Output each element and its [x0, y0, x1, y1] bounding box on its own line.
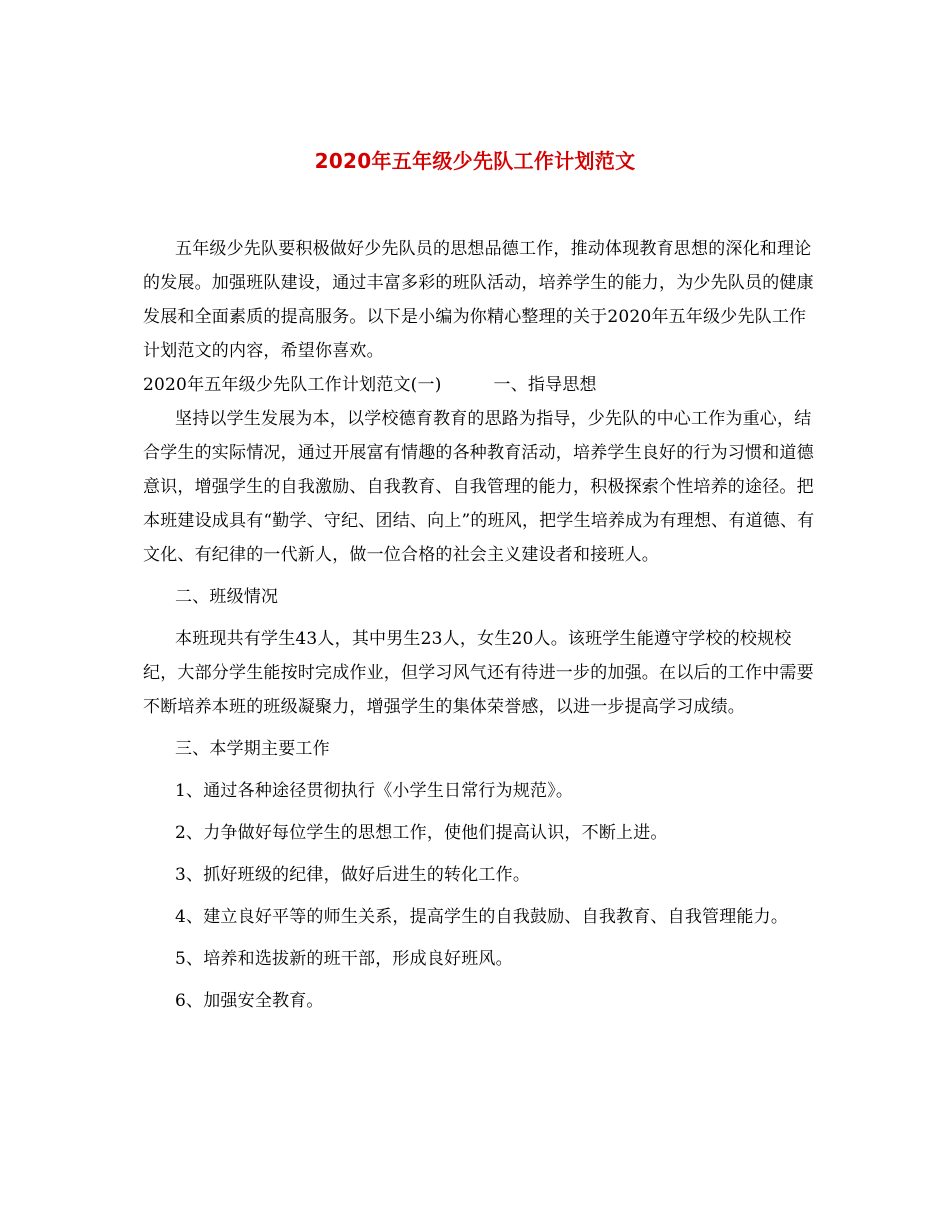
section-heading: 2020年五年级少先队工作计划范文(一) [143, 375, 442, 395]
heading-main-work: 三、本学期主要工作 [175, 739, 330, 759]
paragraph-guiding-ideology: 坚持以学生发展为本，以学校德育教育的思路为指导，少先队的中心工作为重心，结合学生的实际情况，通过开展富有情趣的各种教育活动，培养学生良好的行为习惯和道德意识，增强学生的自我激励、自我教育、自我管理的能力，积极探索个性培养的途径。把本班建设成具有“勤学、守纪、团结、向上”的班风，把学生培养成为有理想、有道德、有文化、有纪律的一代新人，做一位合格的社会主义建设者和接班人。 [143, 409, 815, 565]
intro-paragraph: 五年级少先队要积极做好少先队员的思想品德工作，推动体现教育思想的深化和理论的发展。加强班队建设，通过丰富多彩的班队活动，培养学生的能力，为少先队员的健康发展和全面素质的提高服务。以下是小编为你精心整理的关于2020年五年级少先队工作计划范文的内容，希望你喜欢。 [143, 239, 814, 361]
list-item: 2、力争做好每位学生的思想工作，使他们提高认识，不断上进。 [175, 823, 668, 843]
document-body [143, 232, 815, 1018]
paragraph-class-situation: 本班现共有学生43人，其中男生23人，女生20人。该班学生能遵守学校的校规校纪，大部分学生能按时完成作业，但学习风气还有待进一步的加强。在以后的工作中需要不断培养本班的班级凝聚力，增强学生的集体荣誉感，以进一步提高学习成绩。 [143, 629, 814, 717]
list-item: 3、抓好班级的纪律，做好后进生的转化工作。 [175, 865, 531, 885]
list-item: 5、培养和选拔新的班干部，形成良好班风。 [175, 949, 513, 969]
section-heading-line [143, 368, 815, 402]
heading-class-situation: 二、班级情况 [175, 587, 279, 607]
list-item: 4、建立良好平等的师生关系，提高学生的自我鼓励、自我教育、自我管理能力。 [175, 907, 789, 927]
list-item: 1、通过各种途径贯彻执行《小学生日常行为规范》。 [175, 781, 574, 801]
heading-guiding-ideology: 一、指导思想 [493, 375, 597, 395]
document-title: 2020年五年级少先队工作计划范文 [314, 149, 636, 173]
list-item: 6、加强安全教育。 [175, 991, 324, 1011]
